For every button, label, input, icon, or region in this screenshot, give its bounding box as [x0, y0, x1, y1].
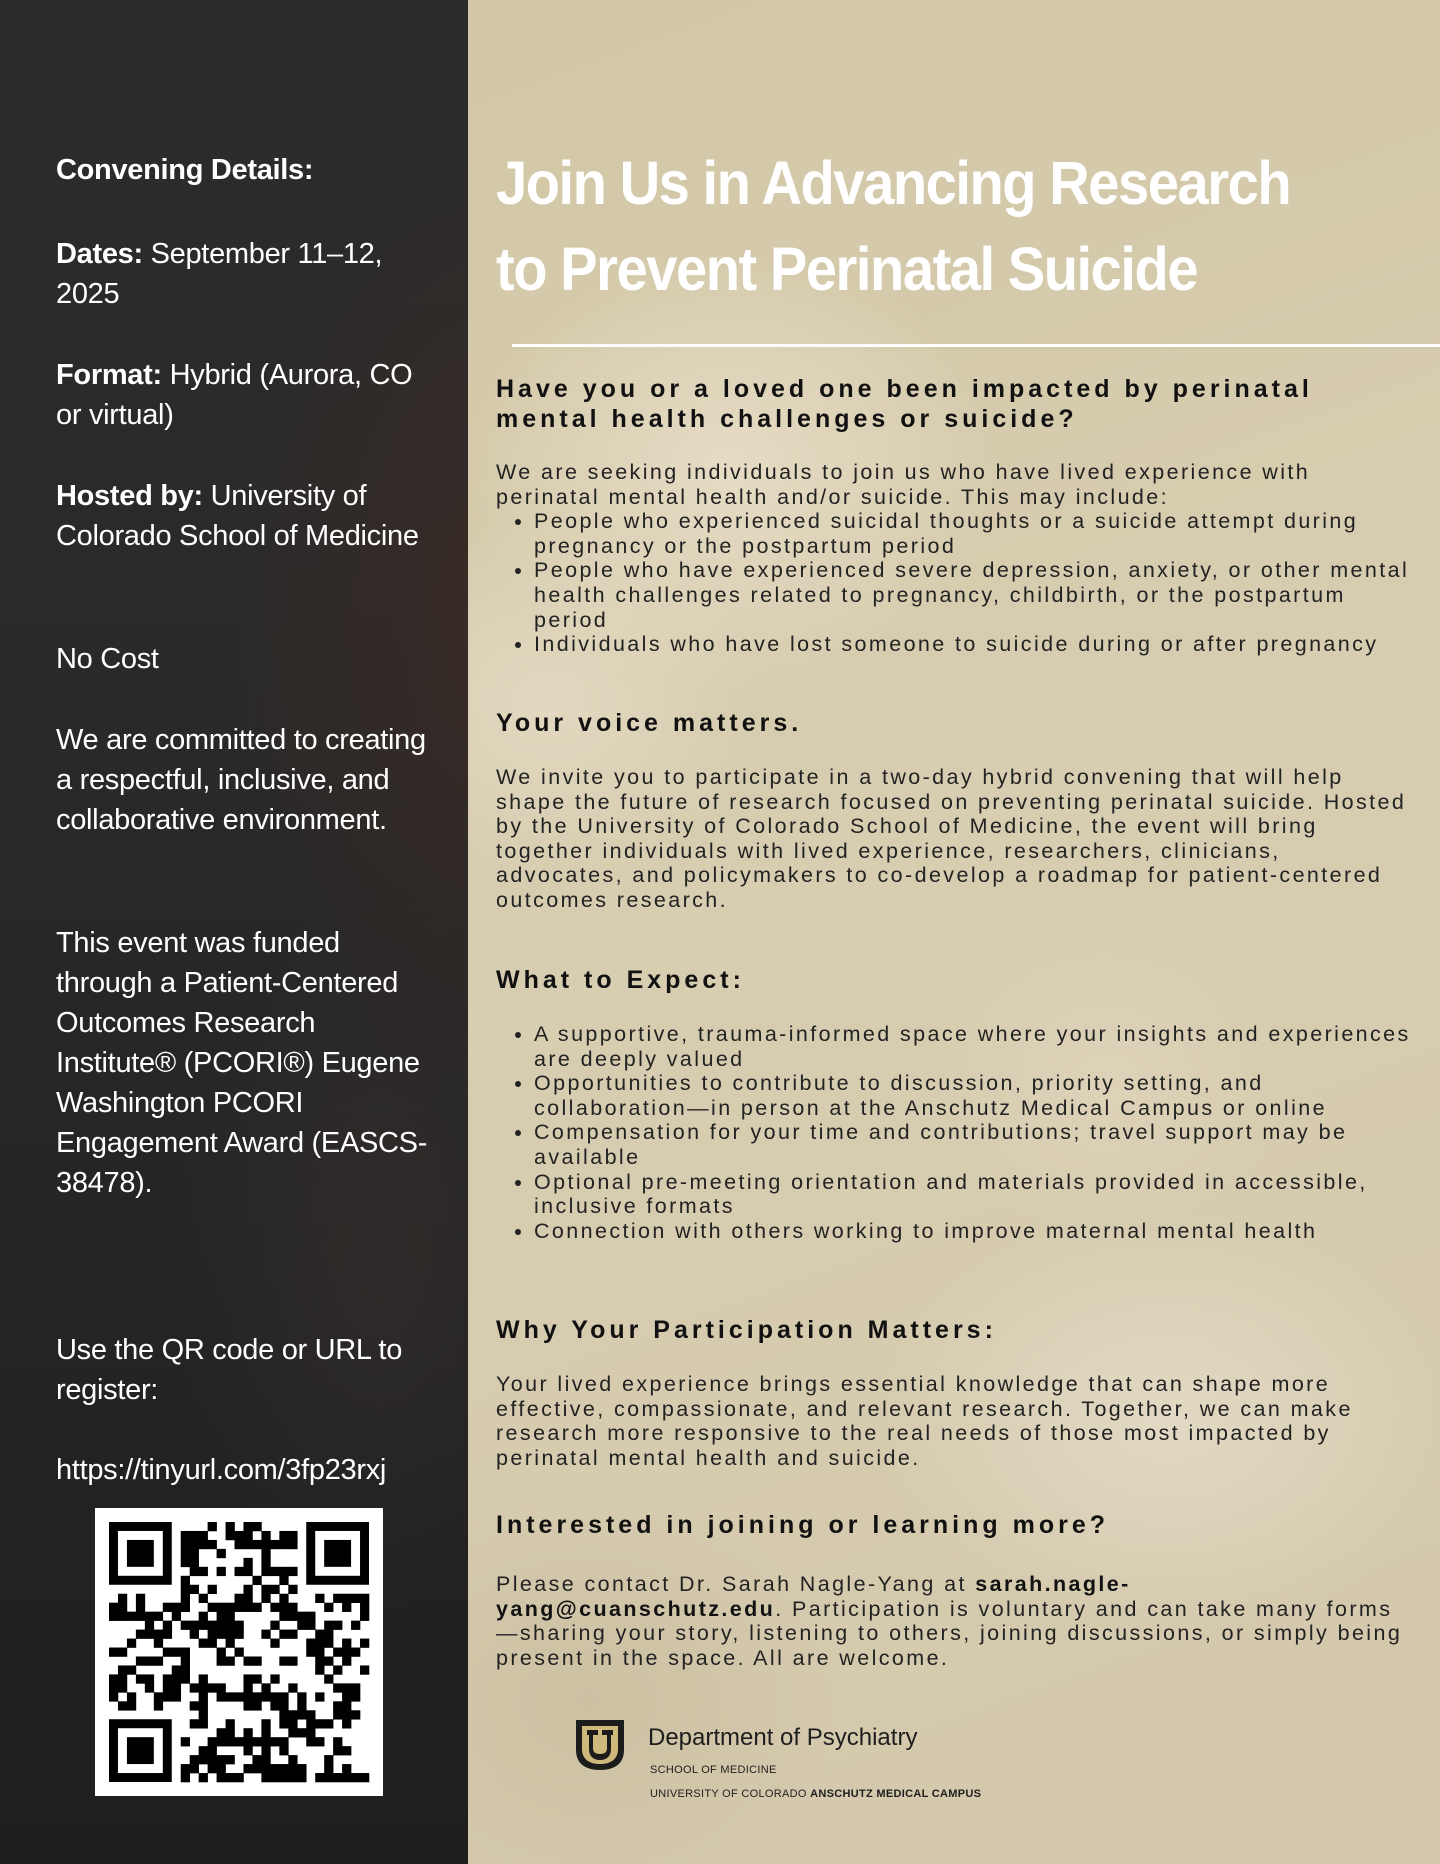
format-value: Hybrid (Aurora, CO or virtual) — [56, 359, 413, 431]
participation-body: Your lived experience brings essential knowledge that can shape more effective, compassionate, and relevant research. Together, we can make research more responsive to the real needs of those most impacted by perinatal mental health and suicide. — [496, 1372, 1353, 1470]
contact-email-link[interactable]: sarah.nagle-yang@cuanschutz.edu — [496, 1572, 1131, 1621]
convening-details-heading: Convening Details: — [56, 154, 314, 186]
department-logo — [570, 1710, 1090, 1800]
convening-details-sidebar — [0, 0, 468, 1864]
register-url-link[interactable]: https://tinyurl.com/3fp23rxj — [56, 1454, 387, 1486]
dates-detail — [56, 234, 436, 314]
contact-heading: Interested in joining or learning more? — [496, 1511, 1109, 1539]
campus-label: ANSCHUTZ MEDICAL CAMPUS — [810, 1788, 982, 1800]
list-item: • People who experienced suicidal thoughts or a suicide attempt during pregnancy or the postpartum period — [534, 509, 1416, 558]
register-instructions: Use the QR code or URL to register: — [56, 1334, 403, 1406]
expect-section — [496, 1022, 1416, 1243]
cu-logo-icon — [570, 1714, 630, 1774]
list-item: • Optional pre-meeting orientation and materials provided in accessible, inclusive formats — [534, 1170, 1416, 1219]
impact-section — [496, 460, 1416, 657]
university-label: UNIVERSITY OF COLORADO — [650, 1788, 807, 1800]
host-detail — [56, 476, 436, 556]
dates-value: September 11–12, 2025 — [56, 238, 383, 310]
contact-suffix: . Participation is voluntary and can take many forms—sharing your story, listening to others, joining discussions, or simply being present in the space. All are welcome. — [496, 1596, 1403, 1670]
list-item: • Compensation for your time and contributions; travel support may be available — [534, 1120, 1416, 1169]
list-item: • Opportunities to contribute to discussion, priority setting, and collaboration—in person at the Anschutz Medical Campus or online — [534, 1071, 1416, 1120]
university-name — [650, 1788, 981, 1800]
list-item: • Individuals who have lost someone to suicide during or after pregnancy — [534, 632, 1416, 657]
contact-body — [496, 1572, 1416, 1670]
hosted-value: University of Colorado School of Medicine — [56, 480, 419, 552]
cost-detail: No Cost — [56, 643, 159, 675]
list-item: • A supportive, trauma-informed space where your insights and experiences are deeply valued — [534, 1022, 1416, 1071]
voice-heading: Your voice matters. — [496, 709, 803, 737]
participation-heading: Why Your Participation Matters: — [496, 1316, 997, 1344]
contact-prefix: Please contact Dr. Sarah Nagle-Yang at — [496, 1572, 976, 1596]
main-content — [468, 0, 1440, 1864]
page-title: Join Us in Advancing Research to Prevent Perinatal Suicide — [496, 149, 1291, 303]
expect-heading: What to Expect: — [496, 966, 745, 994]
title-divider — [512, 344, 1440, 347]
commitment-statement: We are committed to creating a respectful, inclusive, and collaborative environment. — [56, 724, 426, 836]
voice-body: We invite you to participate in a two-day hybrid convening that will help shape the future of research focused on preventing perinatal suicide. Hosted by the University of Colorado School of Medicine, the event will bring together individuals with lived experience, researchers, clinicians, advocates, and policymakers to co-develop a roadmap for patient-centered outcomes research. — [496, 765, 1407, 912]
list-item: • Connection with others working to improve maternal mental health — [534, 1219, 1416, 1244]
qr-code-icon[interactable] — [95, 1508, 383, 1796]
impact-intro: We are seeking individuals to join us who have lived experience with perinatal mental health and/or suicide. This may include: — [496, 460, 1311, 509]
format-label: Format: — [56, 359, 162, 391]
funding-statement: This event was funded through a Patient-Centered Outcomes Research Institute® (PCORI®) Eugene Washington PCORI Engagement Award (EASCS-38478). — [56, 927, 428, 1199]
impact-heading: Have you or a loved one been impacted by perinatal mental health challenges or suicide? — [496, 375, 1313, 433]
impact-list — [496, 509, 1416, 657]
format-detail — [56, 355, 436, 435]
dates-label: Dates: — [56, 238, 143, 270]
list-item: • People who have experienced severe depression, anxiety, or other mental health challenges related to pregnancy, childbirth, or the postpartum period — [534, 558, 1416, 632]
hosted-label: Hosted by: — [56, 480, 203, 512]
school-name: SCHOOL OF MEDICINE — [650, 1764, 777, 1776]
department-name: Department of Psychiatry — [648, 1724, 918, 1751]
expect-list — [496, 1022, 1416, 1243]
